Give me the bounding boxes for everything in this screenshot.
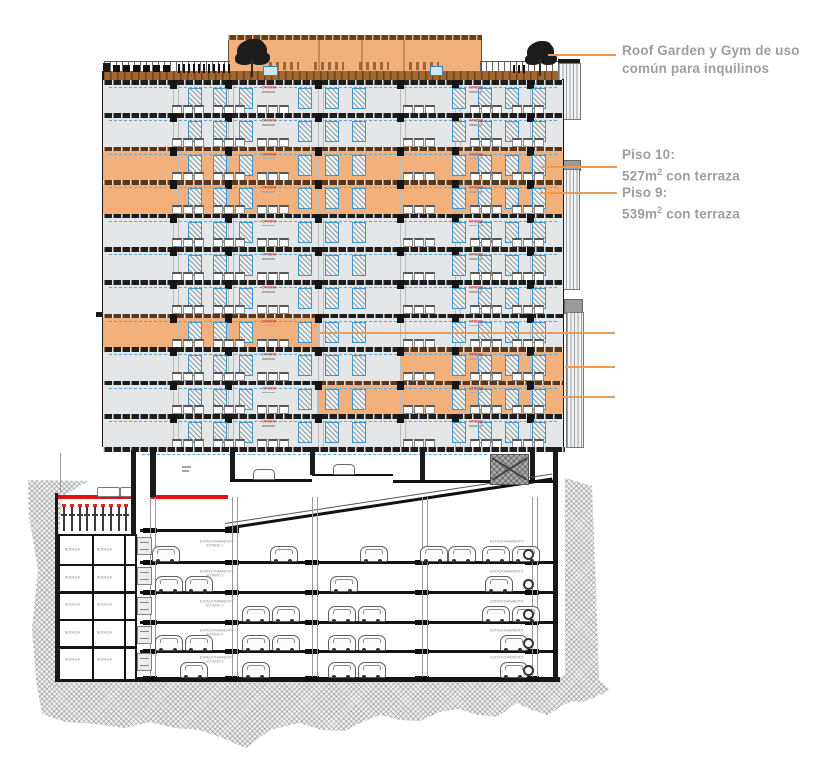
office-label: OFICINA (468, 386, 484, 391)
window-glass (352, 155, 366, 176)
office-sublabel-line (262, 392, 275, 394)
car-icon (242, 635, 270, 651)
lobby-label-mark-2 (182, 470, 189, 472)
car-icon (185, 635, 213, 651)
parking-column (232, 497, 238, 677)
office-label: OFICINA (261, 253, 277, 257)
gym-partition (403, 40, 405, 72)
office-sublabel-line (262, 225, 275, 227)
storage-label: BODEGA (65, 548, 80, 552)
column-block (315, 113, 322, 122)
annotation-piso-10 (622, 146, 812, 185)
office-sublabel-line (262, 291, 275, 293)
bicycle-icon (118, 505, 120, 531)
roof-lounge-chairs-icon (178, 64, 232, 73)
leader-line-roof-garden (548, 54, 616, 56)
car-icon (180, 662, 208, 678)
car-icon (185, 576, 213, 592)
office-sublabel-line (469, 191, 482, 193)
roof-parapet (103, 63, 110, 72)
column-block (170, 314, 177, 323)
office-floor-6 (103, 247, 563, 280)
column-block (315, 280, 322, 289)
office-label: OFICINA (468, 319, 484, 324)
storage-grid (58, 534, 137, 681)
car-icon (328, 635, 356, 651)
window-glass (325, 389, 339, 410)
column-capital-icon (523, 609, 534, 620)
parking-level-label: ESTACIONAMIENTO (200, 629, 234, 633)
skylight-icon-2 (430, 66, 443, 76)
column-block (170, 180, 177, 189)
ground-slab (103, 447, 565, 452)
window-glass (352, 389, 366, 410)
column-block (315, 147, 322, 156)
car-icon (328, 662, 356, 678)
column-capital-icon (523, 549, 534, 560)
floor-slab (103, 347, 400, 352)
car-icon (330, 576, 358, 592)
office-sublabel-line (469, 291, 482, 293)
roof-furniture-icon (113, 65, 171, 72)
bicycle-icon (79, 505, 81, 531)
column-block (397, 280, 404, 289)
window-glass (452, 88, 466, 109)
window-glass (325, 222, 339, 243)
car-icon (242, 662, 270, 678)
window-glass (325, 288, 339, 309)
office-sublabel-line (469, 225, 482, 227)
office-sublabel-line (262, 91, 275, 93)
car-icon (328, 606, 356, 622)
column-block (170, 414, 177, 423)
office-floor-10 (103, 113, 563, 146)
office-label: OFICINA (261, 286, 277, 290)
parking-level-label: ESTACIONAMIENTO (200, 570, 234, 574)
parking-level-label-right: ESTACIONAMIENTO (490, 570, 524, 574)
elevator-icon (137, 567, 152, 585)
car-icon (360, 546, 388, 562)
floor-slab (103, 381, 317, 386)
window-glass (298, 288, 312, 309)
annotation-roof-line1: Roof Garden y Gym de uso (622, 43, 800, 58)
column-block (397, 414, 404, 423)
ground-column-1 (150, 447, 156, 497)
storage-label: BODEGA (97, 603, 112, 607)
bicycle-icon (86, 505, 88, 531)
car-icon (272, 635, 300, 651)
ground-column-2 (230, 447, 235, 480)
window-glass (352, 255, 366, 276)
office-sublabel-line (262, 158, 275, 160)
office-label: OFICINA (468, 186, 484, 190)
office-floor-4 (103, 314, 563, 347)
window-glass (325, 355, 339, 376)
parking-level-label-right: ESTACIONAMIENTO (490, 600, 524, 604)
window-glass (298, 121, 312, 142)
office-sublabel-line (469, 425, 482, 427)
window-glass (452, 155, 466, 176)
annotation-piso-9-area: $539m^2$ con terraza (622, 204, 740, 221)
window-glass (352, 121, 366, 142)
office-sublabel-line (262, 124, 275, 126)
parking-column (422, 497, 428, 677)
annotation-roof-line2: común para inquilinos (622, 60, 770, 76)
column-capital-icon (523, 579, 534, 590)
gym-table-icons (314, 62, 344, 70)
car-icon (270, 546, 298, 562)
office-label: OFICINA (261, 319, 277, 324)
parking-level-sublabel: SÓTANO 3 (206, 604, 224, 608)
parking-level-sublabel: SÓTANO 5 (206, 660, 224, 664)
window-glass (298, 422, 312, 443)
column-capital-icon (523, 638, 534, 649)
column-block (170, 247, 177, 256)
car-icon (242, 606, 270, 622)
office-floor-2 (103, 381, 563, 414)
gym-table-icons (359, 62, 389, 70)
window-glass (452, 222, 466, 243)
window-glass (352, 288, 366, 309)
ground-column-4 (420, 447, 425, 481)
column-block (170, 347, 177, 356)
office-sublabel-line (262, 358, 275, 360)
office-label: OFICINA (261, 119, 277, 123)
office-sublabel-line (262, 425, 275, 427)
office-label: OFICINA (468, 86, 484, 90)
window-glass (452, 288, 466, 309)
parking-level-sublabel: SÓTANO 4 (206, 633, 224, 637)
bicycle-icon (125, 505, 127, 531)
leader-line-floor-5 (320, 332, 615, 334)
car-icon (485, 576, 513, 592)
car-icon (155, 635, 183, 651)
window-glass (452, 121, 466, 142)
bench-icon (97, 487, 120, 497)
storage-label: BODEGA (97, 548, 112, 552)
car-icon (272, 606, 300, 622)
office-label: OFICINA (261, 152, 277, 157)
window-glass (452, 422, 466, 443)
car-icon (155, 576, 183, 592)
office-label: OFICINA (468, 119, 484, 123)
column-block (397, 247, 404, 256)
annotation-piso-10-area: $527m^2$ con terraza (622, 166, 740, 183)
office-label: OFICINA (468, 253, 484, 257)
office-sublabel-line (469, 358, 482, 360)
column-block (397, 347, 404, 356)
window-glass (298, 188, 312, 209)
parking-level-sublabel: SÓTANO 1 (206, 544, 224, 548)
office-label: OFICINA (261, 353, 277, 357)
office-label: OFICINA (261, 186, 277, 190)
office-label: OFICINA (261, 420, 277, 424)
column-block (315, 247, 322, 256)
column-block (397, 214, 404, 223)
lobby-label-mark (182, 466, 191, 468)
window-glass (352, 422, 366, 443)
office-floor-3 (103, 347, 563, 380)
window-glass (298, 255, 312, 276)
window-glass (325, 88, 339, 109)
car-icon (482, 606, 510, 622)
car-icon (358, 635, 386, 651)
column-block (397, 80, 404, 89)
car-icon (448, 546, 476, 562)
window-glass (325, 188, 339, 209)
storage-label: BODEGA (65, 575, 80, 580)
column-block (397, 147, 404, 156)
office-label: OFICINA (468, 152, 484, 157)
window-glass (298, 155, 312, 176)
parking-ramp (225, 478, 553, 530)
office-sublabel-line (469, 258, 482, 260)
storage-label: BODEGA (97, 630, 112, 635)
office-label: OFICINA (261, 219, 277, 224)
site-boundary-line (60, 453, 61, 493)
column-block (315, 347, 322, 356)
gym-roof-band (228, 35, 482, 40)
column-block (397, 113, 404, 122)
window-glass (452, 188, 466, 209)
parking-level-label-right: ESTACIONAMIENTO (490, 540, 524, 544)
annotation-piso-9 (622, 184, 812, 223)
column-block (397, 180, 404, 189)
parking-column (312, 497, 318, 677)
column-capital-icon (523, 665, 534, 676)
elevator-icon (137, 537, 152, 555)
tree-trunk-left (251, 59, 253, 77)
storage-col-line (124, 536, 126, 679)
skylight-icon (263, 66, 278, 76)
office-sublabel-line (469, 91, 482, 93)
office-floor-9 (103, 147, 563, 180)
column-block (170, 381, 177, 390)
elevator-icon (137, 653, 152, 671)
office-sublabel-line (262, 258, 275, 260)
parking-level-label: ESTACIONAMIENTO (200, 656, 234, 660)
annotation-roof-garden (622, 42, 812, 77)
office-sublabel-line (262, 325, 275, 327)
leader-line-floor-4 (565, 366, 615, 368)
window-glass (325, 422, 339, 443)
car-icon (358, 662, 386, 678)
parking-level-label-right: ESTACIONAMIENTO (490, 629, 524, 633)
window-glass (325, 155, 339, 176)
car-icon (358, 606, 386, 622)
elevator-icon (137, 597, 152, 615)
column-block (397, 381, 404, 390)
window-glass (298, 322, 312, 343)
window-glass (452, 255, 466, 276)
office-sublabel-line (469, 325, 482, 327)
floor-slab (400, 347, 563, 352)
storage-label: BODEGA (97, 658, 112, 662)
bicycle-icon (102, 505, 104, 531)
office-sublabel-line (469, 124, 482, 126)
leader-line-piso-9 (540, 192, 617, 194)
street-level-line-lobby (150, 495, 228, 499)
window-glass (298, 389, 312, 410)
ground-column-3 (310, 447, 315, 475)
parking-level-label: ESTACIONAMIENTO (200, 600, 234, 604)
basement-right-wall (553, 447, 558, 681)
column-block (315, 80, 322, 89)
parking-level-label-right: ESTACIONAMIENTO (490, 656, 524, 660)
column-block (315, 314, 322, 323)
storage-label: BODEGA (65, 630, 80, 635)
car-icon-mezzanine-2 (333, 464, 355, 475)
roof-equipment-icon (513, 65, 526, 73)
car-icon (420, 546, 448, 562)
car-icon (482, 546, 510, 562)
leader-line-floor-3 (563, 396, 615, 398)
column-block (170, 280, 177, 289)
office-floor-5 (103, 280, 563, 313)
office-label: OFICINA (468, 420, 484, 424)
column-block (170, 113, 177, 122)
column-block (315, 381, 322, 390)
window-glass (298, 222, 312, 243)
column-block (315, 414, 322, 423)
annotation-piso-9-title: Piso 9: (622, 185, 668, 200)
office-floor-11 (103, 80, 563, 113)
column-block (170, 147, 177, 156)
column-block (170, 80, 177, 89)
column-block (397, 314, 404, 323)
window-glass (452, 355, 466, 376)
bicycle-icon (94, 505, 96, 531)
office-floor-7 (103, 214, 563, 247)
bicycle-icon (71, 505, 73, 531)
office-label: OFICINA (261, 386, 277, 391)
window-glass (352, 222, 366, 243)
office-label: OFICINA (468, 219, 484, 224)
window-glass (298, 88, 312, 109)
window-glass (352, 188, 366, 209)
column-block (315, 180, 322, 189)
storage-label: BODEGA (65, 603, 80, 607)
parking-level-label: ESTACIONAMIENTO (200, 540, 234, 544)
office-label: OFICINA (468, 286, 484, 290)
bicycle-icon (110, 505, 112, 531)
column-block (170, 214, 177, 223)
window-glass (352, 355, 366, 376)
window-glass (298, 355, 312, 376)
leader-line-piso-10 (540, 166, 617, 168)
car-icon (152, 546, 180, 562)
window-glass (352, 88, 366, 109)
office-label: OFICINA (468, 353, 484, 357)
office-sublabel-line (262, 191, 275, 193)
annotation-piso-10-title: Piso 10: (622, 147, 675, 162)
storage-label: BODEGA (97, 575, 112, 580)
office-sublabel-line (469, 158, 482, 160)
floor-slab (103, 314, 320, 319)
elevator-pit (490, 454, 529, 485)
window-glass (325, 121, 339, 142)
office-sublabel-line (469, 392, 482, 394)
elevator-icon (137, 626, 152, 644)
tree-trunk-right (539, 59, 541, 76)
parking-level-sublabel: SÓTANO 2 (206, 574, 224, 578)
window-glass (325, 255, 339, 276)
office-label: OFICINA (261, 86, 277, 90)
bicycle-icon (63, 505, 65, 531)
storage-col-line (92, 536, 94, 679)
car-icon-mezzanine-1 (253, 469, 275, 480)
window-glass (452, 389, 466, 410)
office-floor-1 (103, 414, 563, 447)
office-floor-8 (103, 180, 563, 213)
storage-label: BODEGA (65, 658, 80, 662)
column-block (315, 214, 322, 223)
